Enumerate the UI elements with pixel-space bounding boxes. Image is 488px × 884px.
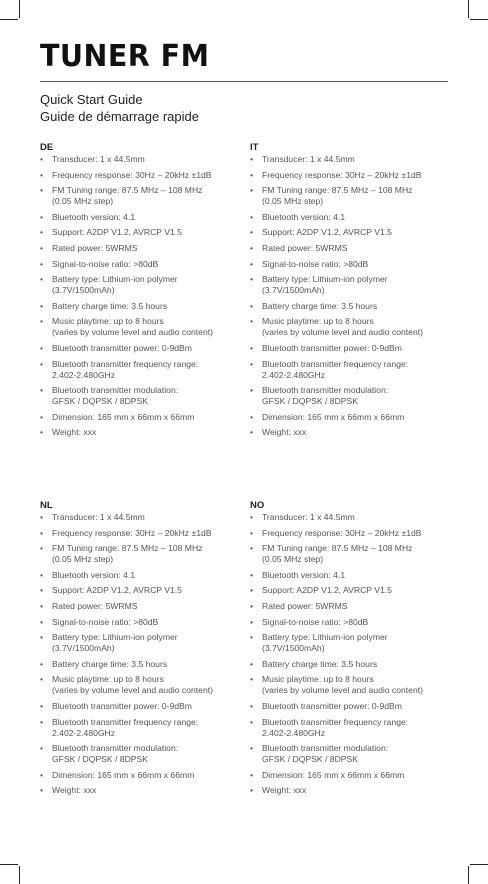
spec-item: • Dimension: 165 mm x 66mm x 66mm <box>250 770 455 781</box>
spec-list <box>40 154 245 438</box>
spec-item: • Bluetooth version: 4.1 <box>40 212 245 223</box>
section-de <box>40 142 245 443</box>
section-it <box>250 142 455 443</box>
spec-item: • Bluetooth transmitter power: 0-9dBm <box>250 701 455 712</box>
spec-item: • Rated power: 5WRMS <box>40 243 245 254</box>
spec-item: • Weight: xxx <box>250 427 455 438</box>
spec-item: • Frequency response: 30Hz – 20kHz ±1dB <box>40 528 245 539</box>
spec-item: • Frequency response: 30Hz – 20kHz ±1dB <box>40 170 245 181</box>
spec-item: • Bluetooth version: 4.1 <box>250 212 455 223</box>
spec-item: • Support: A2DP V1.2, AVRCP V1.5 <box>250 585 455 596</box>
page-title: TUNER FM <box>40 39 210 74</box>
spec-item: • Transducer: 1 x 44.5mm <box>250 154 455 165</box>
spec-item: • Battery type: Lithium-ion polymer (3.7V/1500mAh) <box>40 274 245 296</box>
spec-item: • Dimension: 165 mm x 66mm x 66mm <box>40 412 245 423</box>
spec-item: • FM Tuning range: 87.5 MHz – 108 MHz (0.05 MHz step) <box>250 185 455 207</box>
crop-mark-bottom-right-v <box>468 866 469 884</box>
spec-item: • Bluetooth transmitter modulation: GFSK / DQPSK / 8DPSK <box>250 385 455 407</box>
spec-list <box>250 512 455 796</box>
spec-item: • Signal-to-noise ratio: >80dB <box>250 259 455 270</box>
spec-item: • Battery charge time: 3.5 hours <box>250 301 455 312</box>
crop-mark-top-right-v <box>468 0 469 18</box>
spec-item: • Battery type: Lithium-ion polymer (3.7V/1500mAh) <box>40 632 245 654</box>
spec-item: • Support: A2DP V1.2, AVRCP V1.5 <box>40 227 245 238</box>
spec-item: • Music playtime: up to 8 hours (varies by volume level and audio content) <box>250 674 455 696</box>
spec-item: • Signal-to-noise ratio: >80dB <box>250 617 455 628</box>
crop-mark-top-right-h <box>470 19 488 20</box>
spec-item: • Music playtime: up to 8 hours (varies by volume level and audio content) <box>40 316 245 338</box>
spec-item: • FM Tuning range: 87.5 MHz – 108 MHz (0.05 MHz step) <box>40 185 245 207</box>
spec-item: • Battery charge time: 3.5 hours <box>40 301 245 312</box>
spec-item: • Battery charge time: 3.5 hours <box>40 659 245 670</box>
crop-mark-bottom-left-h <box>0 864 18 865</box>
section-language-code: NL <box>40 500 53 511</box>
spec-item: • Bluetooth transmitter modulation: GFSK / DQPSK / 8DPSK <box>40 743 245 765</box>
spec-item: • Bluetooth transmitter frequency range: 2.402-2.480GHz <box>40 359 245 381</box>
crop-mark-bottom-left-v <box>19 866 20 884</box>
spec-item: • Weight: xxx <box>40 427 245 438</box>
spec-list <box>250 154 455 438</box>
section-no <box>250 500 455 801</box>
spec-item: • Dimension: 165 mm x 66mm x 66mm <box>250 412 455 423</box>
section-language-code: DE <box>40 142 54 153</box>
spec-item: • Transducer: 1 x 44.5mm <box>40 512 245 523</box>
crop-mark-top-left-h <box>0 19 18 20</box>
section-language-code: IT <box>250 142 259 153</box>
spec-item: • FM Tuning range: 87.5 MHz – 108 MHz (0.05 MHz step) <box>40 543 245 565</box>
spec-item: • Bluetooth transmitter frequency range: 2.402-2.480GHz <box>250 717 455 739</box>
spec-item: • Support: A2DP V1.2, AVRCP V1.5 <box>40 585 245 596</box>
spec-item: • Bluetooth transmitter modulation: GFSK / DQPSK / 8DPSK <box>250 743 455 765</box>
crop-mark-bottom-right-h <box>470 864 488 865</box>
crop-mark-top-left-v <box>19 0 20 18</box>
spec-item: • Bluetooth transmitter frequency range: 2.402-2.480GHz <box>40 717 245 739</box>
spec-item: • Music playtime: up to 8 hours (varies by volume level and audio content) <box>40 674 245 696</box>
spec-item: • Support: A2DP V1.2, AVRCP V1.5 <box>250 227 455 238</box>
spec-item: • Rated power: 5WRMS <box>250 243 455 254</box>
spec-item: • Music playtime: up to 8 hours (varies by volume level and audio content) <box>250 316 455 338</box>
spec-item: • Weight: xxx <box>250 785 455 796</box>
spec-item: • Rated power: 5WRMS <box>250 601 455 612</box>
spec-item: • Bluetooth transmitter power: 0-9dBm <box>40 701 245 712</box>
spec-item: • Signal-to-noise ratio: >80dB <box>40 259 245 270</box>
spec-item: • Frequency response: 30Hz – 20kHz ±1dB <box>250 528 455 539</box>
spec-item: • Rated power: 5WRMS <box>40 601 245 612</box>
spec-item: • Bluetooth transmitter power: 0-9dBm <box>40 343 245 354</box>
spec-item: • Bluetooth transmitter power: 0-9dBm <box>250 343 455 354</box>
spec-item: • Transducer: 1 x 44.5mm <box>250 512 455 523</box>
spec-item: • Battery type: Lithium-ion polymer (3.7V/1500mAh) <box>250 632 455 654</box>
section-language-code: NO <box>250 500 265 511</box>
spec-item: • FM Tuning range: 87.5 MHz – 108 MHz (0.05 MHz step) <box>250 543 455 565</box>
subtitle-french: Guide de démarrage rapide <box>40 109 199 124</box>
section-nl <box>40 500 245 801</box>
spec-item: • Bluetooth version: 4.1 <box>40 570 245 581</box>
spec-item: • Weight: xxx <box>40 785 245 796</box>
spec-item: • Bluetooth transmitter frequency range: 2.402-2.480GHz <box>250 359 455 381</box>
spec-item: • Frequency response: 30Hz – 20kHz ±1dB <box>250 170 455 181</box>
title-divider <box>40 81 448 82</box>
spec-item: • Bluetooth version: 4.1 <box>250 570 455 581</box>
spec-item: • Dimension: 165 mm x 66mm x 66mm <box>40 770 245 781</box>
spec-item: • Transducer: 1 x 44.5mm <box>40 154 245 165</box>
spec-item: • Battery type: Lithium-ion polymer (3.7V/1500mAh) <box>250 274 455 296</box>
spec-item: • Signal-to-noise ratio: >80dB <box>40 617 245 628</box>
spec-item: • Bluetooth transmitter modulation: GFSK / DQPSK / 8DPSK <box>40 385 245 407</box>
spec-list <box>40 512 245 796</box>
spec-item: • Battery charge time: 3.5 hours <box>250 659 455 670</box>
subtitle-english: Quick Start Guide <box>40 92 143 107</box>
